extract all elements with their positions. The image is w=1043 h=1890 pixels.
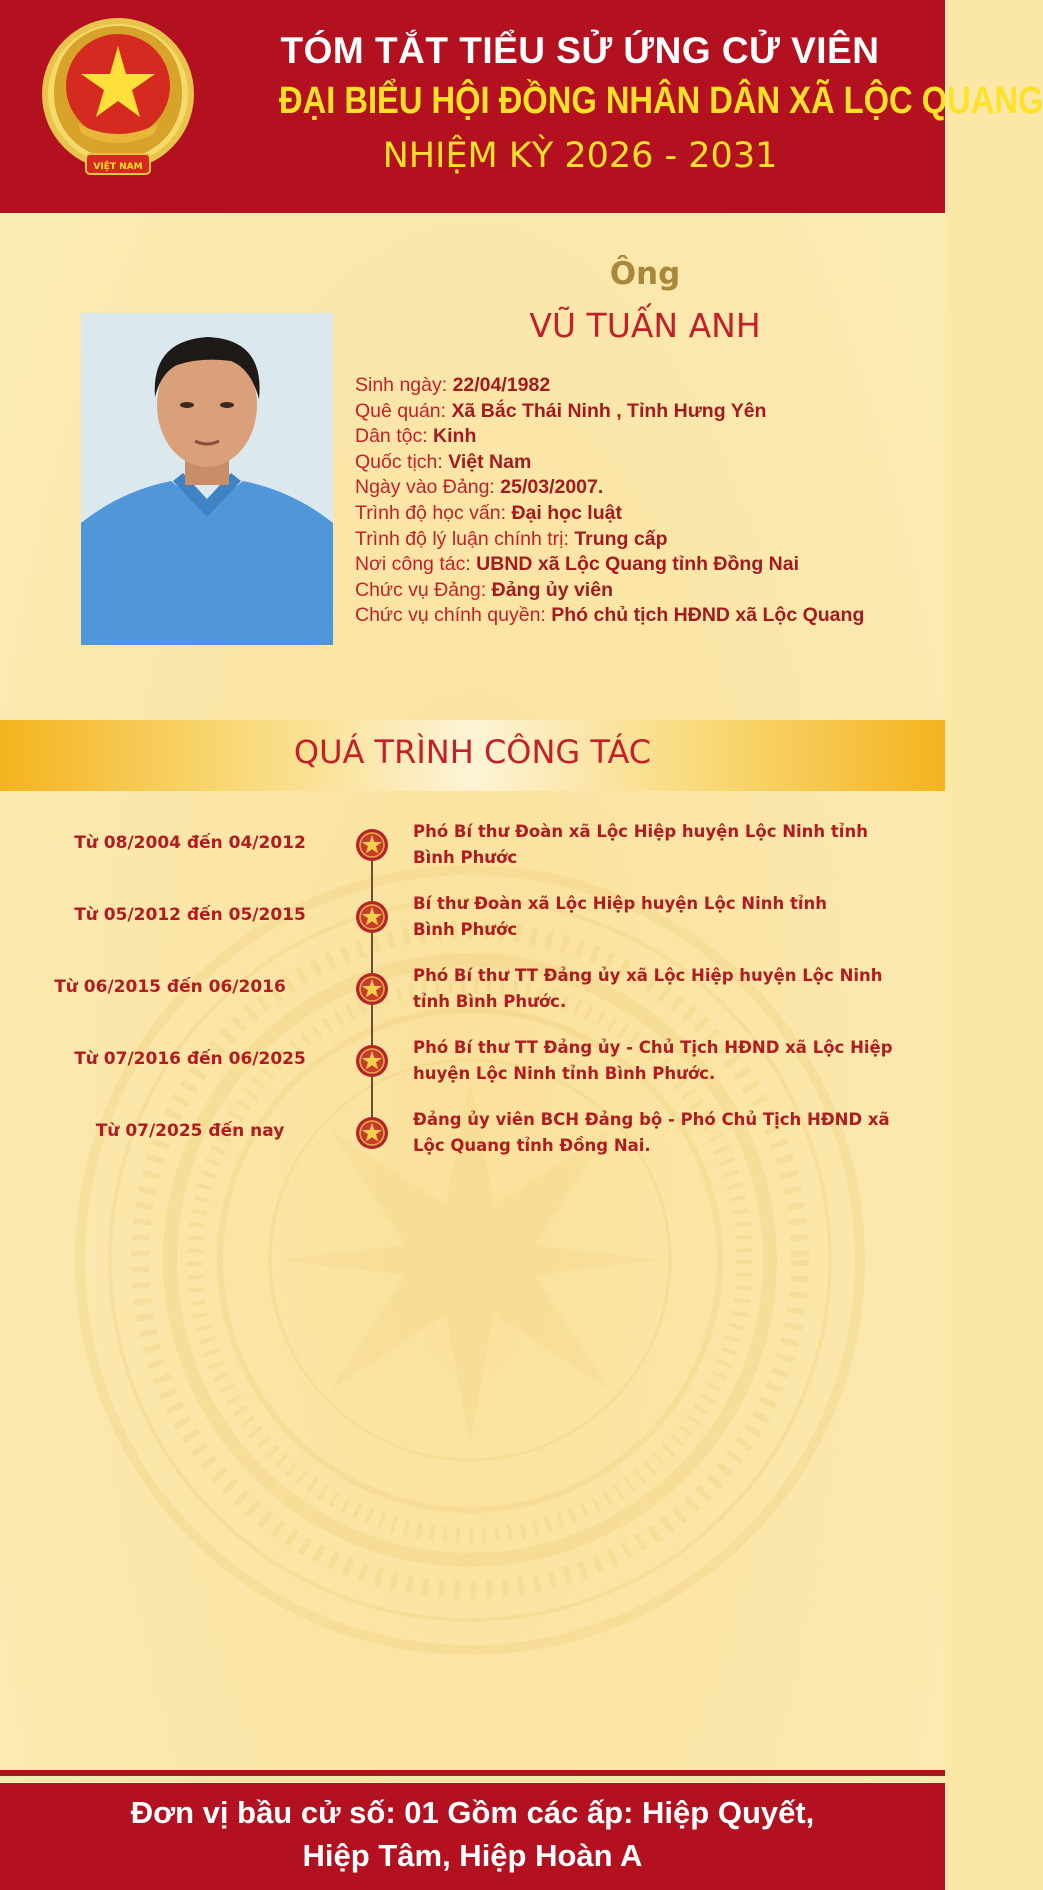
nationality-row: Quốc tịch: Việt Nam (355, 450, 532, 473)
svg-text:VIỆT NAM: VIỆT NAM (93, 162, 143, 172)
timeline-description: Bí thư Đoàn xã Lộc Hiệp huyện Lộc Ninh tỉnh Bình Phước (413, 894, 828, 939)
star-medallion-icon (355, 1044, 389, 1078)
title-line-1: TÓM TẮT TIỂU SỬ ỨNG CỬ VIÊN (280, 30, 880, 71)
electoral-unit: Đơn vị bầu cử số: 01 Gồm các ấp: Hiệp Quyết, Hiệp Tâm, Hiệp Hoàn A (130, 1795, 815, 1873)
government-position-row: Chức vụ chính quyền: Phó chủ tịch HĐND xã Lộc Quang (355, 604, 865, 627)
timeline-description: Đảng ủy viên BCH Đảng bộ - Phó Chủ Tịch HĐND xã Lộc Quang tỉnh Đồng Nai. (413, 1110, 890, 1155)
timeline-description: Phó Bí thư TT Đảng ủy xã Lộc Hiệp huyện Lộc Ninh tỉnh Bình Phước. (413, 966, 883, 1011)
party-position-row: Chức vụ Đảng: Đảng ủy viên (355, 578, 613, 601)
term-label: NHIỆM KỲ 2026 - 2031 (382, 136, 778, 176)
star-medallion-icon (355, 972, 389, 1006)
timeline-description: Phó Bí thư Đoàn xã Lộc Hiệp huyện Lộc Ninh tỉnh Bình Phước (413, 822, 868, 867)
political-theory-row: Trình độ lý luận chính trị: Trung cấp (355, 527, 668, 550)
footer-stripe (0, 1770, 945, 1776)
section-title: QUÁ TRÌNH CÔNG TÁC (293, 733, 652, 771)
education-row: Trình độ học vấn: Đại học luật (355, 501, 622, 524)
timeline-description: Phó Bí thư TT Đảng ủy - Chủ Tịch HĐND xã Lộc Hiệp huyện Lộc Ninh tỉnh Bình Phước. (413, 1038, 893, 1083)
hometown-row: Quê quán: Xã Bắc Thái Ninh , Tỉnh Hưng Yên (355, 399, 767, 422)
timeline-period: Từ 08/2004 đến 04/2012 (74, 833, 306, 853)
star-medallion-icon (355, 900, 389, 934)
star-medallion-icon (355, 1116, 389, 1150)
title-line-2: ĐẠI BIỂU HỘI ĐỒNG NHÂN DÂN XÃ LỘC QUANG (279, 80, 1043, 122)
ethnicity-row: Dân tộc: Kinh (355, 425, 477, 448)
birth-date-row: Sinh ngày: 22/04/1982 (355, 374, 551, 396)
profile-details (355, 373, 935, 629)
timeline-period: Từ 06/2015 đến 06/2016 (54, 977, 286, 997)
honorific: Ông (609, 256, 681, 292)
timeline-period: Từ 07/2025 đến nay (95, 1121, 285, 1141)
workplace-row: Nơi công tác: UBND xã Lộc Quang tỉnh Đồng Nai (355, 553, 800, 576)
party-join-date-row: Ngày vào Đảng: 25/03/2007. (355, 476, 604, 499)
candidate-photo (81, 313, 333, 645)
timeline-period: Từ 07/2016 đến 06/2025 (74, 1049, 306, 1069)
star-medallion-icon (355, 828, 389, 862)
candidate-name: VŨ TUẤN ANH (529, 306, 761, 345)
timeline-period: Từ 05/2012 đến 05/2015 (74, 905, 306, 925)
national-emblem-icon (38, 16, 198, 182)
